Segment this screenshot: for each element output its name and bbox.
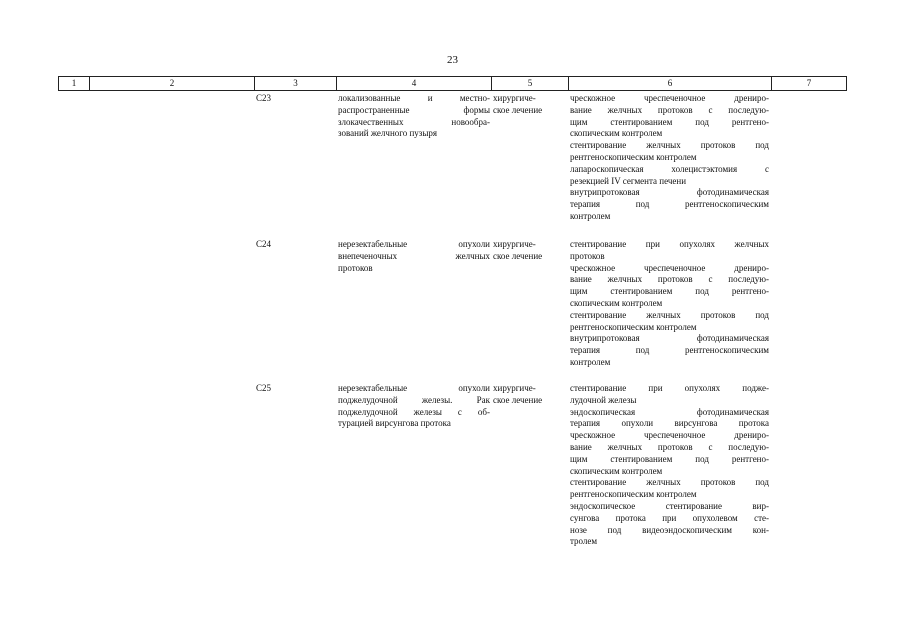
text-line: зований желчного пузыря [338,128,438,139]
text-line: вание желчных протоков с последую- [570,104,769,115]
text-line: внепеченочных желчных [338,250,490,261]
text-line: поджелудочной железы. Рак [338,394,490,405]
column-header-5: 5 [491,77,568,90]
text-line: хирургиче- [493,93,536,103]
text-line: сунгова протока при опухолевом сте- [570,512,769,523]
text-line: стентирование при опухолях подже- [570,383,769,393]
text-line: чрескожное чреспеченочное дрениро- [570,430,769,441]
text-line: скопическим контролем [570,297,663,308]
diagnosis-code: С24 [256,239,272,249]
text-line: скопическим контролем [570,465,663,476]
text-line: терапия под рентгеноскопическим [570,345,769,356]
column-header-1: 1 [58,77,89,90]
diagnosis-description [338,93,490,140]
text-line: щим стентированием под рентгено- [570,286,769,297]
column-header-2: 2 [89,77,254,90]
text-line: ское лечение [493,250,543,261]
page-number: 23 [447,54,458,66]
text-line: тролем [570,536,598,547]
text-line: турацией вирсунгова протока [338,418,451,429]
text-line: злокачественных новообра- [338,116,490,127]
text-line: внутрипротоковая фотодинамическая [570,187,769,198]
text-line: внутрипротоковая фотодинамическая [570,333,769,344]
text-line: нерезектабельные опухоли [338,239,490,249]
text-line: распространенные формы [338,104,490,115]
text-line: стентирование желчных протоков под [570,477,769,488]
text-line: хирургиче- [493,239,536,249]
text-line: эндоскопическое стентирование вир- [570,500,769,511]
text-line: стентирование желчных протоков под [570,309,769,320]
treatment-methods [570,239,769,369]
diagnosis-description [338,383,490,430]
text-line: вание желчных протоков с последую- [570,274,769,285]
text-line: нозе под видеоэндоскопическим кон- [570,524,769,535]
treatment-type [493,93,565,117]
text-line: протоков [570,250,605,261]
treatment-type [493,239,565,263]
text-line: терапия под рентгеноскопическим [570,199,769,210]
text-line: контролем [570,356,611,367]
text-line: протоков [338,262,373,273]
text-line: стентирование при опухолях желчных [570,239,769,249]
text-line: чрескожное чреспеченочное дрениро- [570,93,769,103]
text-line: терапия опухоли вирсунгова протока [570,418,769,429]
text-line: поджелудочной железы с об- [338,406,490,417]
diagnosis-code: С25 [256,383,272,393]
text-line: рентгеноскопическим контролем [570,151,697,162]
text-line: локализованные и местно- [338,93,490,103]
column-header-6: 6 [568,77,771,90]
text-line: рентгеноскопическим контролем [570,321,697,332]
text-line: рентгеноскопическим контролем [570,489,697,500]
column-header-7: 7 [771,77,847,90]
treatment-methods [570,93,769,223]
column-header-4: 4 [336,77,491,90]
text-line: ское лечение [493,394,543,405]
diagnosis-code: С23 [256,93,272,103]
text-line: лудочной железы [570,394,637,405]
text-line: щим стентированием под рентгено- [570,116,769,127]
text-line: лапароскопическая холецистэктомия с [570,163,769,174]
text-line: стентирование желчных протоков под [570,140,769,151]
text-line: чрескожное чреспеченочное дрениро- [570,262,769,273]
text-line: щим стентированием под рентгено- [570,453,769,464]
text-line: эндоскопическая фотодинамическая [570,406,769,417]
treatment-type [493,383,565,407]
treatment-methods [570,383,769,548]
text-line: нерезектабельные опухоли [338,383,490,393]
text-line: резекцией IV сегмента печени [570,175,687,186]
text-line: хирургиче- [493,383,536,393]
text-line: вание желчных протоков с последую- [570,441,769,452]
table-column-header [58,76,847,91]
text-line: контролем [570,210,611,221]
text-line: ское лечение [493,104,543,115]
text-line: скопическим контролем [570,128,663,139]
column-header-3: 3 [254,77,336,90]
diagnosis-description [338,239,490,274]
